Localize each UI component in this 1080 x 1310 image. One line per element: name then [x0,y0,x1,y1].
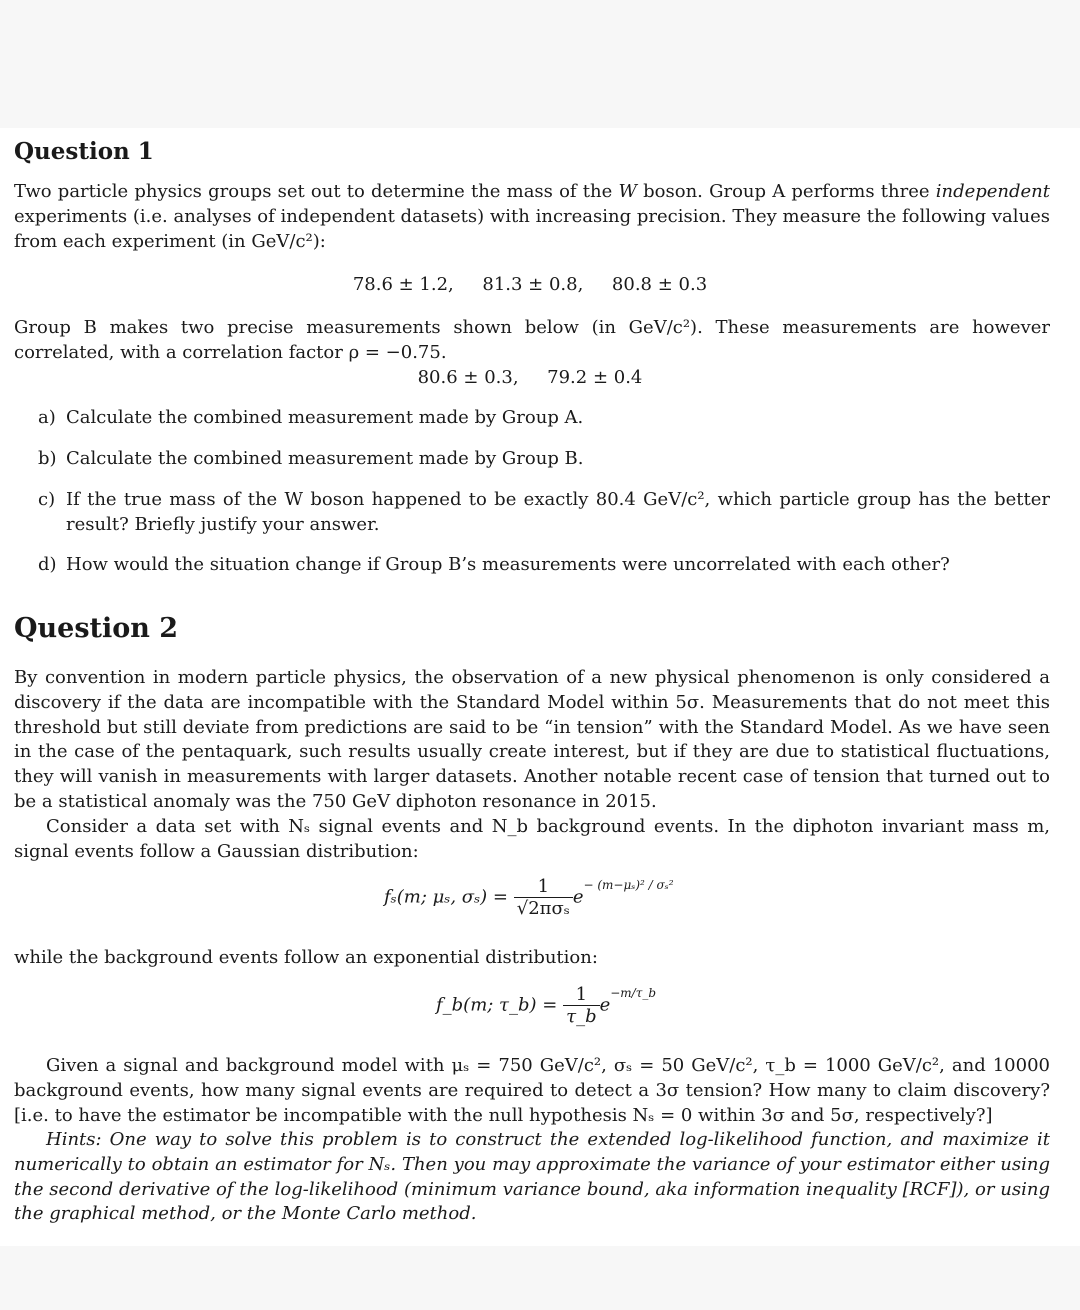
question-2-para-3: Given a signal and background model with μₛ = 750 GeV/c², σₛ = 50 GeV/c², τ_b = 1000 GeV/c², and 10000 background events, how many signal events are required to detect a 3σ tension? How many to claim discovery? [i.e. to have the estimator be incompatible with the null hypothesis Nₛ = 0 within 3σ and 5σ, respectively?] [14,1055,1050,1126]
bg-eq-denominator: τ_b [563,1005,599,1027]
item-c-label: c) [38,489,56,510]
signal-eq-denominator: √2πσₛ [514,897,573,919]
item-d-label: d) [38,554,57,575]
signal-eq-fraction [514,876,573,919]
question-2-para-2: Consider a data set with Nₛ signal events and N_b background events. In the diphoton invariant mass m, signal events follow a Gaussian distribution: [14,816,1050,862]
item-d-text: How would the situation change if Group B’s measurements were uncorrelated with each other? [66,554,950,575]
item-d [38,553,1050,578]
signal-pdf-equation: fₛ(m; μₛ, σₛ) = $\frac{1}{\text{√2πσₛ}}$ $e^{- (m-\mu_s)^2 / \sigma_s^2}$ [384,876,674,919]
item-b [38,447,1050,472]
item-c-text: If the true mass of the W boson happened to be exactly 80.4 GeV/c², which particle group has the better result? Briefly justify your answer. [66,489,1050,535]
item-a-label: a) [38,407,56,428]
item-b-label: b) [38,448,57,469]
bg-eq-exponent: −m/τ_b [610,985,657,1000]
item-a [38,406,1050,431]
signal-eq-numerator: 1 [537,876,550,897]
group-b-text: Group B makes two precise measurements shown below (in GeV/c²). These measurements are however correlated, with a correlation factor ρ = −0.75. [14,317,1050,363]
intro-w: W [618,181,637,202]
intro-text-2: boson. Group A performs three [636,181,936,202]
intro-independent: independent [935,181,1051,202]
question-2-para-1: By convention in modern particle physics, the observation of a new physical phenomenon is only considered a discovery if the data are incompatible with the Standard Model within 5σ. Measurements that do not meet this threshold but still deviate from predictions are said to be “in tension” with the Standard Model. As we have seen in the case of the pentaquark, such results usually create interest, but if they are due to statistical fluctuations, they will vanish in measurements with larger datasets. Another notable recent case of tension that turned out to be a statistical anomaly was the 750 GeV diphoton resonance in 2015. [14,667,1050,812]
item-c [38,488,1050,538]
question-2-hints: Hints: One way to solve this problem is to construct the extended log-likelihood function, and maximize it numerically to obtain an estimator for Nₛ. Then you may approximate the variance of your estimator either using the second derivative of the log-likelihood (minimum variance bound, aka information inequality [RCF]), or using the graphical method, or the Monte Carlo method. [14,1129,1050,1225]
background-text: while the background events follow an exponential distribution: [14,947,598,968]
bg-eq-numerator: 1 [575,984,588,1005]
question-2-title: Question 2 [14,613,179,644]
question-1-intro [14,180,1050,254]
intro-text-1: Two particle physics groups set out to determine the mass of the [14,181,619,202]
signal-eq-exponent: − (m−μₛ)² / σₛ² [583,877,674,892]
question-1-title: Question 1 [14,138,154,165]
bg-eq-lhs: f_b(m; τ_b) = [436,994,558,1016]
item-a-text: Calculate the combined measurement made by Group A. [66,407,584,428]
bg-eq-fraction [563,984,599,1027]
group-b-values: 80.6 ± 0.3, 79.2 ± 0.4 [417,367,643,388]
group-a-values: 78.6 ± 1.2, 81.3 ± 0.8, 80.8 ± 0.3 [352,274,708,295]
item-b-text: Calculate the combined measurement made by Group B. [66,448,584,469]
background-pdf-equation: f_b(m; τ_b) = $\frac{1}{\tau\_b}$ $e^{-m/\tau\_b}$ [436,984,657,1027]
signal-eq-lhs: fₛ(m; μₛ, σₛ) = [384,886,508,908]
intro-text-3: experiments (i.e. analyses of independent datasets) with increasing precision. They measure the following values from each experiment (in GeV/c²): [14,205,1050,252]
